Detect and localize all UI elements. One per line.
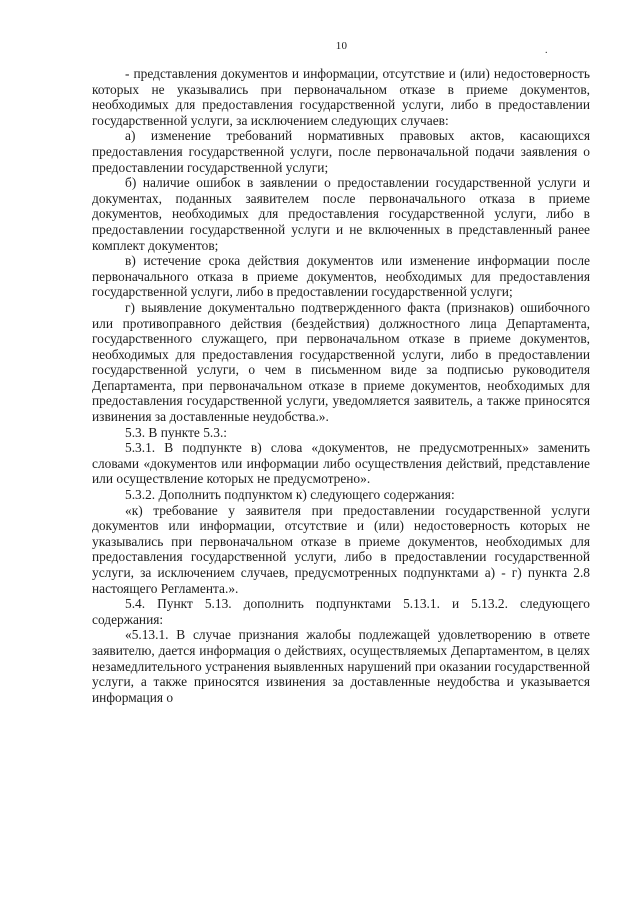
paragraph-item-b: б) наличие ошибок в заявлении о предоставлении государственной услуги и документах, поданных заявителем после первоначального отказа в приеме документов, необходимых для предоставления государственной услуги, либо в предоставлении государственной услуги и не включенных в представленный ранее комплект документов; xyxy=(92,175,590,253)
paragraph-item-a: а) изменение требований нормативных правовых актов, касающихся предоставления государственной услуги, после первоначальной подачи заявления о предоставлении государственной услуги; xyxy=(92,128,590,175)
paragraph-item-g: г) выявление документально подтвержденного факта (признаков) ошибочного или противоправного действия (бездействия) должностного лица Департамента, государственного служащего, при первоначальном отказе в приеме документов, необходимых для предоставления государственной услуги, либо в предоставлении государственной услуги, о чем в письменном виде за подписью руководителя Департамента, при первоначальном отказе в приеме документов, необходимых для предоставления государственной услуги, уведомляется заявитель, а также приносятся извинения за доставленные неудобства.». xyxy=(92,299,590,425)
paragraph-intro: - представления документов и информации, отсутствие и (или) недостоверность которых не указывались при первоначальном отказе в приеме документов, необходимых для предоставления государственной услуги, либо в предоставлении государственной услуги, за исключением следующих случаев: xyxy=(92,66,590,128)
paragraph-5-3-1: 5.3.1. В подпункте в) слова «документов, не предусмотренных» заменить словами «документов или информации либо осуществления действий, представление или осуществление которых не предусмотрено». xyxy=(92,440,590,487)
paragraph-5-13-1: «5.13.1. В случае признания жалобы подлежащей удовлетворению в ответе заявителю, дается информация о действиях, осуществляемых Департаментом, в целях незамедлительного устранения выявленных нарушений при оказании государственной услуги, а также приносятся извинения за доставленные неудобства и указывается информация о xyxy=(92,627,590,705)
paragraph-5-3: 5.3. В пункте 5.3.: xyxy=(125,424,228,440)
paragraph-5-3-2: 5.3.2. Дополнить подпунктом к) следующего содержания: xyxy=(125,487,455,503)
paragraph-item-v: в) истечение срока действия документов или изменение информации после первоначального отказа в приеме документов, необходимых для предоставления государственной услуги, либо в предоставлении государственной услуги; xyxy=(92,253,590,300)
page-mark: . xyxy=(545,45,548,56)
paragraph-item-k: «к) требование у заявителя при предоставлении государственной услуги документов или информации, отсутствие и (или) недостоверность которых не указывались при первоначальном отказе в приеме документов, необходимых для предоставления государственной услуги, либо в предоставлении государственной услуги, за исключением случаев, предусмотренных подпунктами а) - г) пункта 2.8 настоящего Регламента.». xyxy=(92,502,590,596)
page-number: 10 xyxy=(335,40,348,52)
document-body xyxy=(92,66,590,705)
paragraph-5-4: 5.4. Пункт 5.13. дополнить подпунктами 5.13.1. и 5.13.2. следующего содержания: xyxy=(92,596,590,627)
